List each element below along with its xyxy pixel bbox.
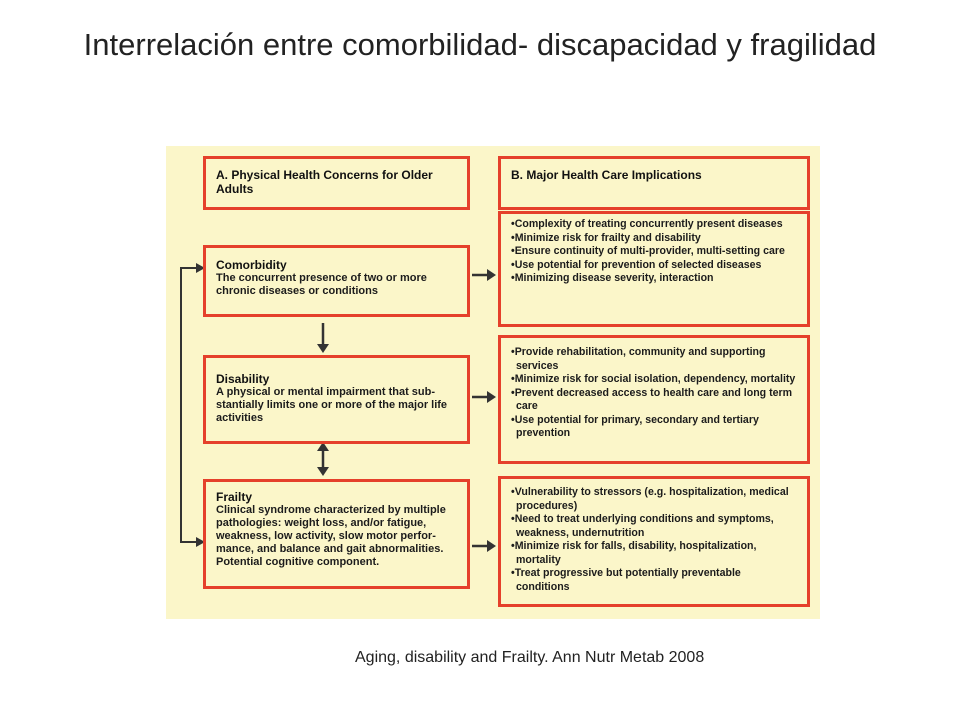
- frailty-definition: Clinical syndrome characterized by multiple pathologies: weight loss, and/or fatigue, weakness, low activity, slow motor perfor-mance, and balance and gait abnormalities. Potential cognitive component.: [216, 504, 446, 568]
- list-item: • Use potential for primary, secondary and tertiary prevention: [511, 414, 797, 441]
- citation: Aging, disability and Frailty. Ann Nutr Metab 2008: [355, 649, 705, 666]
- box-disability: [203, 355, 470, 444]
- list-item: • Use potential for prevention of selected diseases: [511, 259, 797, 273]
- header-b-label: B. Major Health Care Implications: [511, 168, 702, 182]
- comorbidity-definition: The concurrent presence of two or more chronic diseases or conditions: [216, 272, 427, 297]
- box-disability-implications: [498, 335, 810, 464]
- list-item: • Vulnerability to stressors (e.g. hospitalization, medical procedures): [511, 486, 797, 513]
- box-physical-health-concerns: [203, 156, 470, 210]
- list-item: • Minimizing disease severity, interaction: [511, 272, 797, 286]
- list-item: • Ensure continuity of multi-provider, multi-setting care: [511, 245, 797, 259]
- header-a-label: A. Physical Health Concerns for Older Adults: [216, 168, 433, 196]
- comorbidity-heading: Comorbidity: [216, 258, 287, 272]
- box-comorbidity-implications: [498, 211, 810, 327]
- box-comorbidity: [203, 245, 470, 317]
- list-item: • Complexity of treating concurrently present diseases: [511, 218, 797, 232]
- slide-title: Interrelación entre comorbilidad- discapacidad y fragilidad: [83, 27, 877, 62]
- list-item: • Prevent decreased access to health care and long term care: [511, 387, 797, 414]
- disability-definition: A physical or mental impairment that sub-stantially limits one or more of the major life activities: [216, 386, 448, 424]
- disability-implications-list: [511, 346, 797, 441]
- list-item: • Provide rehabilitation, community and supporting services: [511, 346, 797, 373]
- box-frailty-implications: [498, 476, 810, 607]
- frailty-implications-list: [511, 486, 797, 594]
- list-item: • Treat progressive but potentially preventable conditions: [511, 567, 797, 594]
- comorbidity-implications-list: [511, 218, 797, 286]
- list-item: • Need to treat underlying conditions and symptoms, weakness, undernutrition: [511, 513, 797, 540]
- list-item: • Minimize risk for social isolation, dependency, mortality: [511, 373, 797, 387]
- disability-heading: Disability: [216, 372, 270, 386]
- feedback-loop-arrow: [181, 268, 196, 542]
- box-major-health-care-implications: [498, 156, 810, 210]
- diagram-figure: [166, 146, 820, 619]
- list-item: • Minimize risk for falls, disability, hospitalization, mortality: [511, 540, 797, 567]
- list-item: • Minimize risk for frailty and disability: [511, 232, 797, 246]
- frailty-heading: Frailty: [216, 490, 253, 504]
- box-frailty: [203, 479, 470, 589]
